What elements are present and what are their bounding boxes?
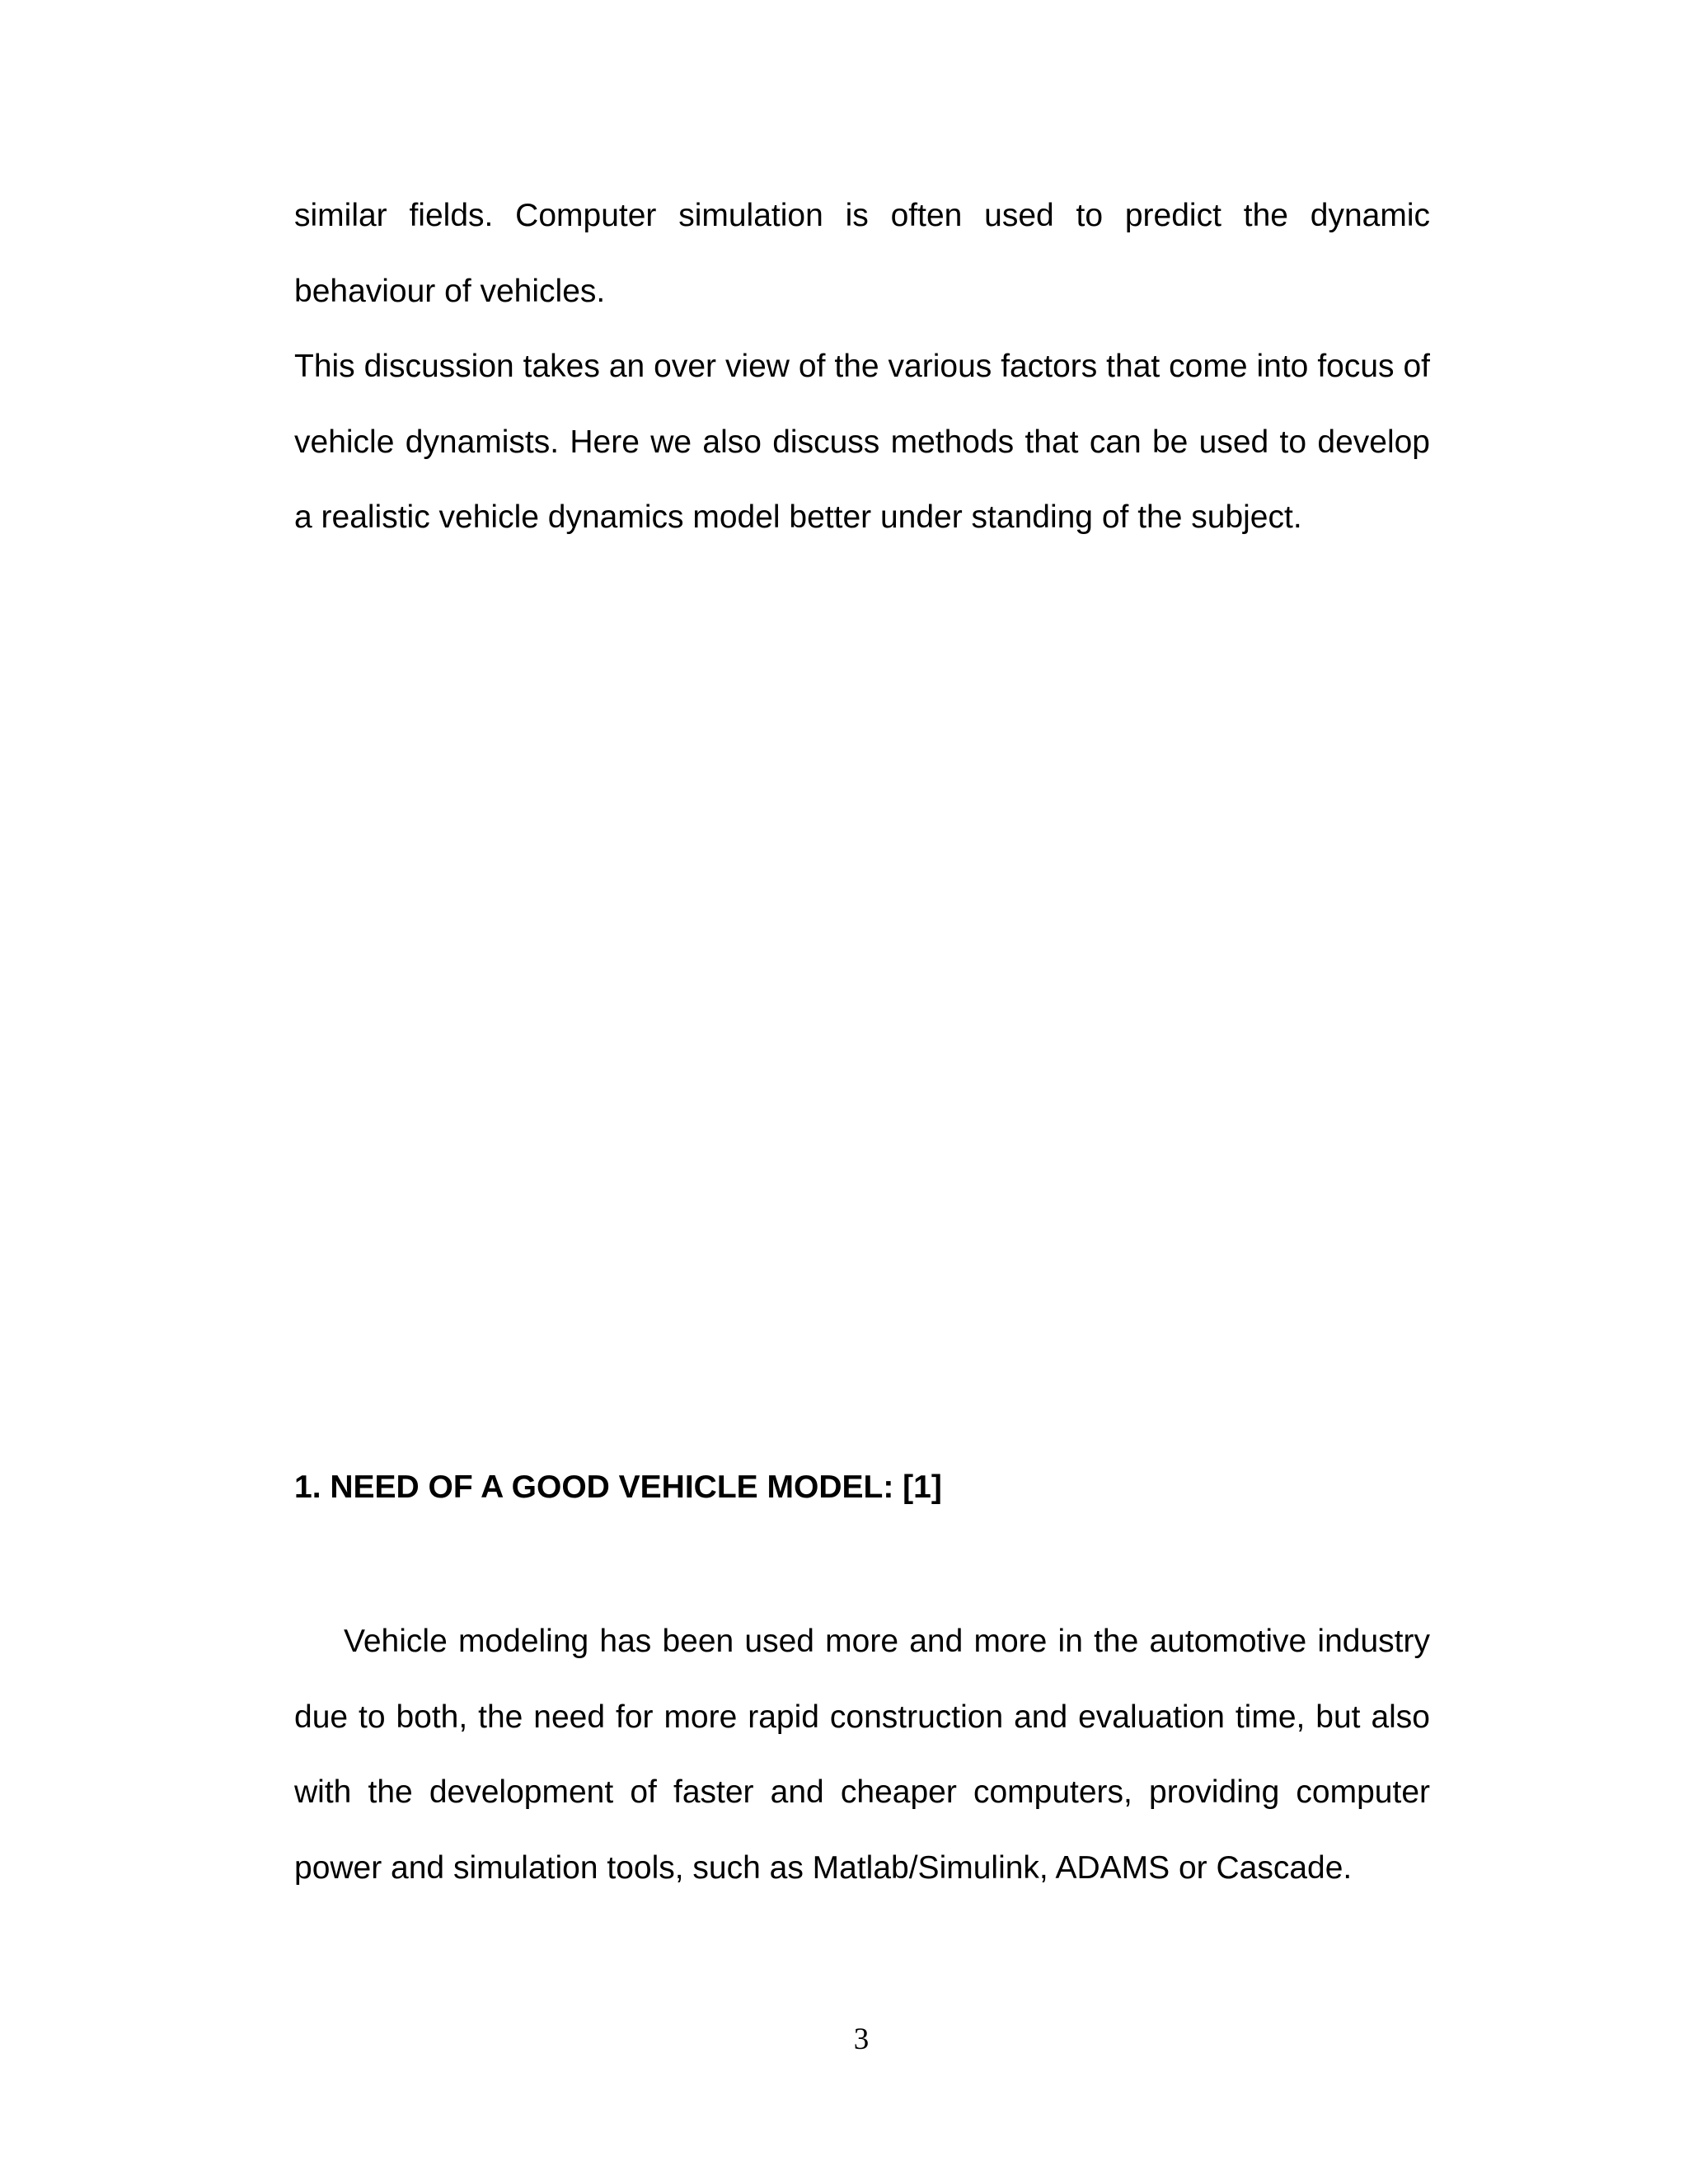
intro-paragraph-1: similar fields. Computer simulation is often used to predict the dynamic behaviour of vehicles. xyxy=(294,198,1430,309)
section-paragraph-1: Vehicle modeling has been used more and more in the automotive industry due to both, the need for more rapid construction and evaluation time, but also with the development of faster and cheaper computers, providing computer power and simulation tools, such as Matlab/Simulink, ADAMS or Cascade. xyxy=(294,1624,1430,1886)
section-heading: 1. NEED OF A GOOD VEHICLE MODEL: [1] xyxy=(294,1469,942,1505)
intro-text-block xyxy=(294,178,1430,555)
section-text-block xyxy=(294,1604,1430,1905)
intro-paragraph-2: This discussion takes an over view of the various factors that come into focus of vehicle dynamists. Here we also discuss methods that can be used to develop a realistic vehicle dynamics model better under standing of the subject. xyxy=(294,349,1430,535)
page-number: 3 xyxy=(853,2022,870,2056)
